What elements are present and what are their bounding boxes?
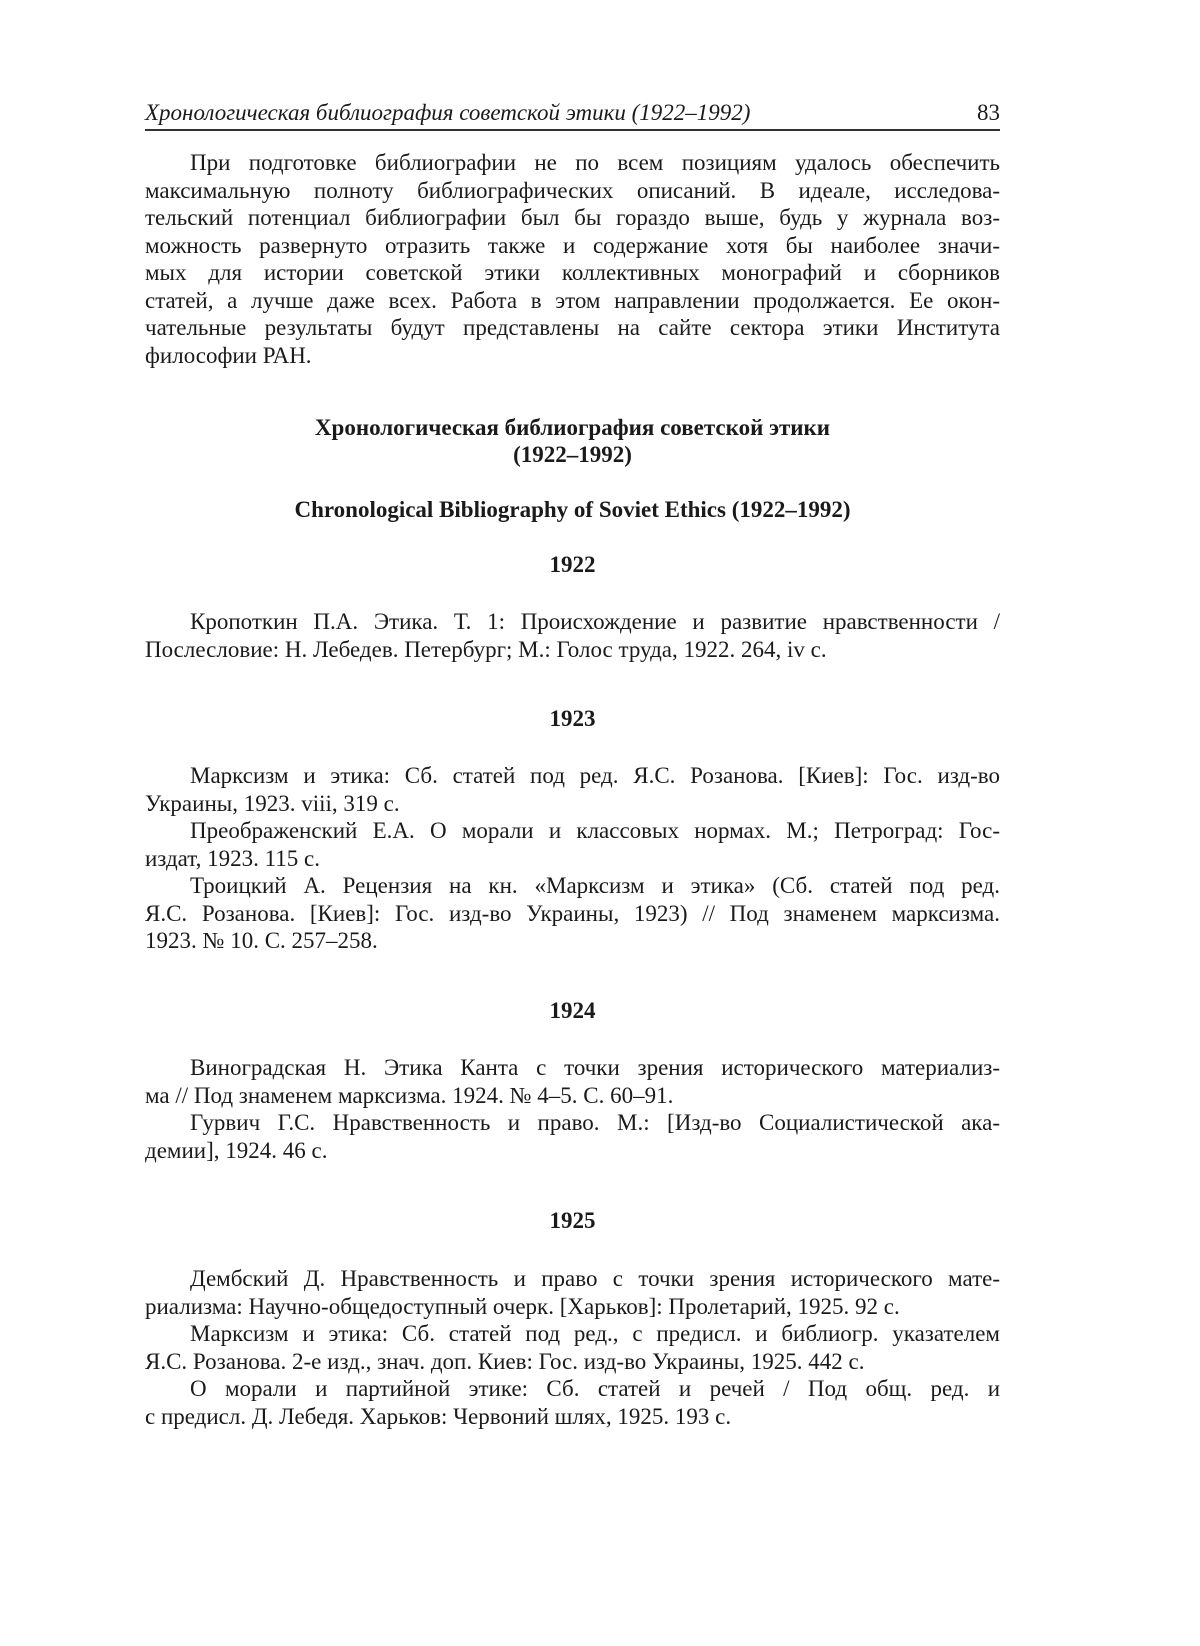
entry-line: Послесловие: Н. Лебедев. Петербург; М.: Голос труда, 1922. 264, iv с.: [145, 636, 827, 662]
bibliography-entry: [145, 1054, 1000, 1109]
entry-line: Я.С. Розанова. [Киев]: Гос. изд-во Украины, 1923) // Под знаменем марксизма.: [145, 900, 1000, 926]
year-entries: [145, 762, 1000, 955]
paragraph-line: тельский потенциал библиографии был бы гораздо выше, будь у журнала воз-: [145, 205, 1000, 230]
year-heading: 1924: [549, 998, 596, 1023]
entry-line: Марксизм и этика: Сб. статей под ред. Я.С. Розанова. [Киев]: Гос. изд-во: [190, 763, 1000, 788]
entry-line: Преображенский Е.А. О морали и классовых нормах. М.; Петроград: Гос-: [190, 818, 1000, 843]
entry-line: ма // Под знаменем марксизма. 1924. № 4–5. С. 60–91.: [145, 1082, 674, 1108]
bibliography-entry: [145, 1320, 1000, 1375]
paragraph-line: философии РАН.: [145, 342, 312, 368]
entry-line: Украины, 1923. viii, 319 с.: [145, 790, 400, 816]
entry-line: Виноградская Н. Этика Канта с точки зрения исторического материализ-: [190, 1055, 1000, 1080]
bibliography-entry: [145, 817, 1000, 872]
entry-line: Дембский Д. Нравственность и право с точки зрения исторического мате-: [190, 1266, 1000, 1291]
entry-line: О морали и партийной этике: Сб. статей и речей / Под общ. ред. и: [190, 1376, 1000, 1401]
paragraph-line: максимальную полноту библиографических описаний. В идеале, исследова-: [145, 177, 1000, 203]
entry-line: Я.С. Розанова. 2-е изд., знач. доп. Киев: Гос. изд-во Украины, 1925. 442 с.: [145, 1348, 865, 1374]
bibliography-entry: [145, 872, 1000, 955]
paragraph-line: мых для истории советской этики коллективных монографий и сборников: [145, 260, 1000, 285]
entry-line: издат, 1923. 115 с.: [145, 845, 320, 871]
paragraph-line: При подготовке библиографии не по всем позициям удалось обеспечить: [190, 150, 1000, 175]
year-entries: [145, 608, 1000, 663]
running-title: Хронологическая библиография советской этики (1922–1992): [145, 100, 751, 125]
paragraph-line: можность развернуто отразить также и содержание хотя бы наиболее значи-: [145, 232, 1000, 258]
bibliography-title-en: Chronological Bibliography of Soviet Ethics (1922–1992): [294, 497, 851, 522]
entry-line: Кропоткин П.А. Этика. Т. 1: Происхождение и развитие нравственности /: [190, 609, 1000, 634]
year-entries: [145, 1265, 1000, 1430]
header-rule: [145, 129, 1000, 131]
entry-line: демии], 1924. 46 с.: [145, 1137, 328, 1163]
entry-line: Гурвич Г.С. Нравственность и право. М.: [Изд-во Социалистической ака-: [190, 1110, 1000, 1135]
paragraph-line: чательные результаты будут представлены на сайте сектора этики Института: [145, 315, 1000, 340]
entry-line: Троицкий А. Рецензия на кн. «Марксизм и этика» (Сб. статей под ред.: [190, 873, 1000, 898]
bibliography-entry: [145, 1109, 1000, 1164]
bibliography-entry: [145, 762, 1000, 817]
intro-paragraph: [145, 149, 1000, 369]
entry-line: с предисл. Д. Лебедя. Харьков: Червоний шлях, 1925. 193 с.: [145, 1403, 732, 1429]
year-heading: 1922: [549, 552, 596, 577]
bibliography-entry: [145, 1265, 1000, 1320]
page-number: 83: [977, 100, 1000, 125]
bibliography-title-ru: Хронологическая библиография советской этики: [314, 415, 831, 440]
year-heading: 1923: [549, 706, 596, 731]
bibliography-title-ru-years: (1922–1992): [513, 442, 632, 467]
paragraph-line: статей, а лучше даже всех. Работа в этом направлении продолжается. Ее окон-: [145, 287, 1000, 313]
entry-line: риализма: Научно-общедоступный очерк. [Харьков]: Пролетарий, 1925. 92 с.: [145, 1293, 900, 1319]
entry-line: Марксизм и этика: Сб. статей под ред., с предисл. и библиогр. указателем: [190, 1321, 1000, 1346]
bibliography-entry: [145, 608, 1000, 663]
year-entries: [145, 1054, 1000, 1164]
year-heading: 1925: [549, 1208, 596, 1233]
running-header: [145, 100, 1000, 130]
entry-line: 1923. № 10. С. 257–258.: [145, 928, 378, 953]
bibliography-entry: [145, 1375, 1000, 1430]
